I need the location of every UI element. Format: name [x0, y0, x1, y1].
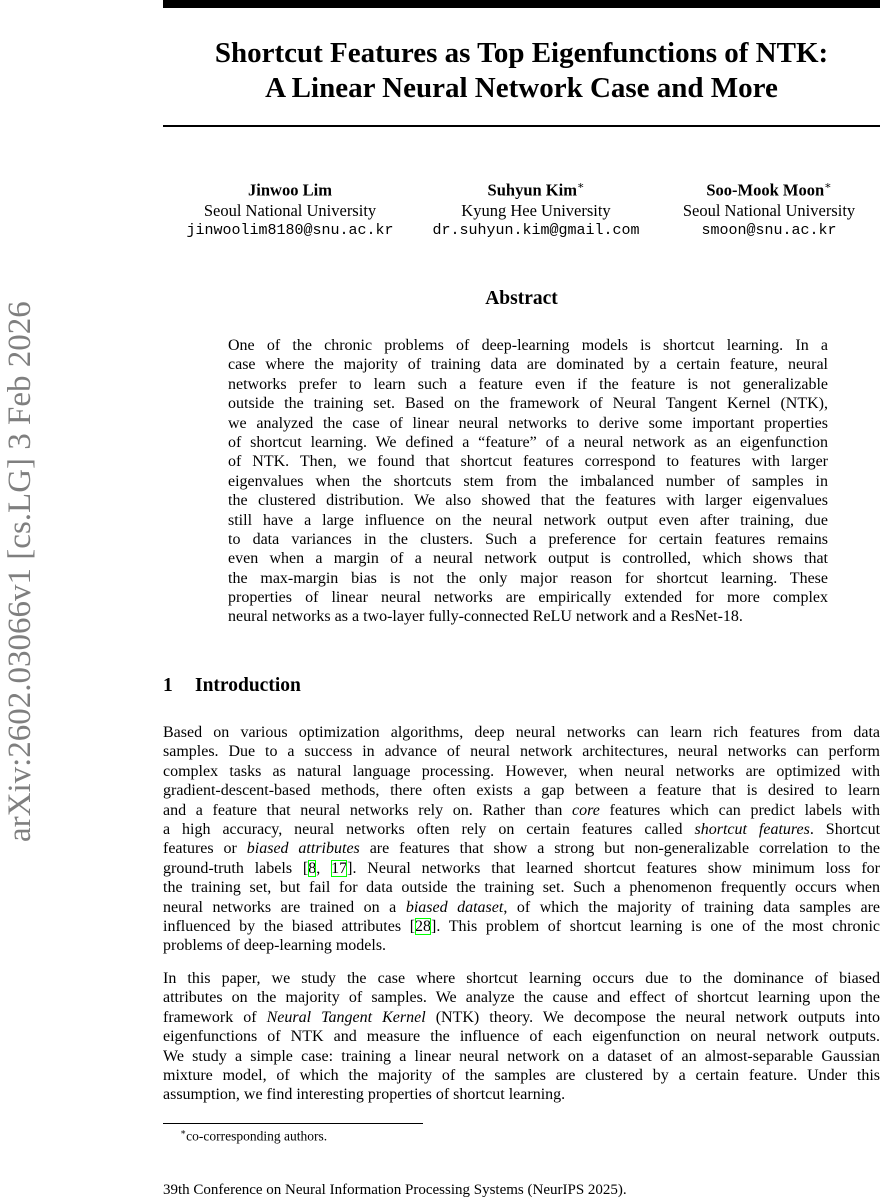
abstract-line: to data variances in the clusters. Such a preference for certain features remains	[228, 530, 828, 548]
para-line: gradient-descent-based methods, there often exists a gap between a feature that is desired to learn	[163, 782, 880, 800]
para-line: a high accuracy, neural networks often rely on certain features called shortcut features. Shortcut	[163, 820, 881, 838]
footnote-rule	[163, 1123, 423, 1124]
abstract-line: One of the chronic problems of deep-learning models is shortcut learning. In a	[228, 337, 828, 354]
abstract-line: even when a margin of a neural network output is controlled, which shows that	[228, 550, 828, 568]
paper-title	[163, 36, 880, 106]
author-name: Jinwoo Lim	[248, 180, 332, 200]
author-email[interactable]: dr.suhyun.kim@gmail.com	[432, 221, 640, 239]
citation-link[interactable]: 8	[308, 859, 317, 877]
para-line: problems of deep-learning models.	[163, 937, 387, 955]
intro-paragraph-1	[163, 723, 880, 956]
para-line: the training set, but fail for data outside the training set. Such a phenomenon frequently occurs when	[163, 879, 880, 897]
abstract-line: outside the training set. Based on the framework of Neural Tangent Kernel (NTK),	[228, 395, 828, 413]
para-line: assumption, we find interesting properties of shortcut learning.	[163, 1086, 566, 1104]
para-line: framework of Neural Tangent Kernel (NTK) theory. We decompose the neural network outputs into	[163, 1008, 881, 1026]
abstract-heading: Abstract	[485, 288, 558, 309]
para-line: eigenfunctions of NTK and measure the influence of each eigenfunction on neural network outputs.	[163, 1028, 880, 1046]
arxiv-identifier[interactable]: arXiv:2602.03066v1 [cs.LG] 3 Feb 2026	[2, 301, 38, 842]
author-name: Soo-Mook Moon∗	[706, 180, 832, 200]
title-line: A Linear Neural Network Case and More	[265, 72, 778, 104]
abstract-line: we analyzed the case of linear neural networks to derive some important properties	[228, 414, 828, 432]
para-line: and a feature that neural networks rely on. Rather than core features which can predict labels with	[163, 801, 881, 819]
para-line: features or biased attributes are features that show a strong but non-generalizable correlation to the	[163, 840, 881, 858]
abstract-line: the clustered distribution. We also showed that the features with larger eigenvalues	[228, 492, 828, 510]
para-line: attributes on the majority of samples. We analyze the cause and effect of shortcut learning upon the	[163, 989, 880, 1007]
abstract-line: networks prefer to learn such a feature even if the feature is not generalizable	[228, 375, 828, 393]
abstract-line: still have a large influence on the neural network output even after training, due	[228, 511, 828, 529]
abstract-line: of NTK. Then, we found that shortcut features correspond to features with larger	[228, 453, 828, 471]
section-title: Introduction	[195, 675, 301, 696]
intro-paragraph-2	[163, 969, 880, 1105]
para-line: We study a simple case: training a linear neural network on a dataset of an almost-separable Gaussian	[163, 1047, 880, 1065]
para-line: mixture model, of which the majority of the samples are clustered by a certain feature. Under this	[163, 1066, 880, 1084]
author-block	[670, 176, 868, 241]
title-rule	[163, 125, 880, 127]
author-email[interactable]: jinwoolim8180@snu.ac.kr	[186, 221, 394, 239]
para-line: influenced by the biased attributes [28]. This problem of shortcut learning is one of the most chronic	[163, 917, 881, 935]
author-affiliation: Seoul National University	[203, 200, 377, 220]
author-block	[420, 176, 652, 241]
abstract-line: properties of linear neural networks are empirically extended for more complex	[228, 589, 828, 607]
citation-link[interactable]: 28	[415, 917, 432, 935]
abstract-line: neural networks as a two-layer fully-connected ReLU network and a ResNet-18.	[228, 608, 743, 626]
para-line: In this paper, we study the case where shortcut learning occurs due to the dominance of biased	[163, 970, 880, 987]
para-line: Based on various optimization algorithms, deep neural networks can learn rich features from data	[163, 724, 880, 741]
para-line: samples. Due to a success in advance of neural network architectures, neural networks can perform	[163, 743, 880, 761]
para-line: ground-truth labels [8, 17]. Neural networks that learned shortcut features show minimum loss for	[163, 859, 881, 877]
top-rule	[163, 0, 880, 8]
para-line: neural networks are trained on a biased dataset, of which the majority of training data samples are	[163, 898, 881, 916]
author-affiliation: Seoul National University	[682, 200, 856, 220]
abstract-body	[228, 336, 828, 627]
author-block	[180, 176, 400, 241]
abstract-line: the max-margin bias is not the only major reason for shortcut learning. These	[228, 569, 828, 587]
para-line: complex tasks as natural language processing. However, when neural networks are optimized with	[163, 762, 880, 780]
conference-footer: 39th Conference on Neural Information Processing Systems (NeurIPS 2025).	[163, 1182, 627, 1198]
title-line: Shortcut Features as Top Eigenfunctions of NTK:	[214, 37, 829, 69]
author-email[interactable]: smoon@snu.ac.kr	[701, 221, 837, 239]
author-affiliation: Kyung Hee University	[461, 200, 611, 220]
section-heading	[163, 675, 301, 697]
abstract-line: case where the majority of training data are dominated by a certain feature, neural	[228, 356, 828, 374]
abstract-line: eigenvalues when the shortcuts stem from the imbalanced number of samples in	[228, 472, 828, 490]
author-name: Suhyun Kim∗	[487, 180, 585, 200]
abstract-line: of shortcut learning. We defined a “feature” of a neural network as an eigenfunction	[228, 433, 828, 451]
footnote: ∗co-corresponding authors.	[180, 1127, 328, 1144]
citation-link[interactable]: 17	[331, 859, 348, 877]
section-number: 1	[163, 675, 173, 696]
